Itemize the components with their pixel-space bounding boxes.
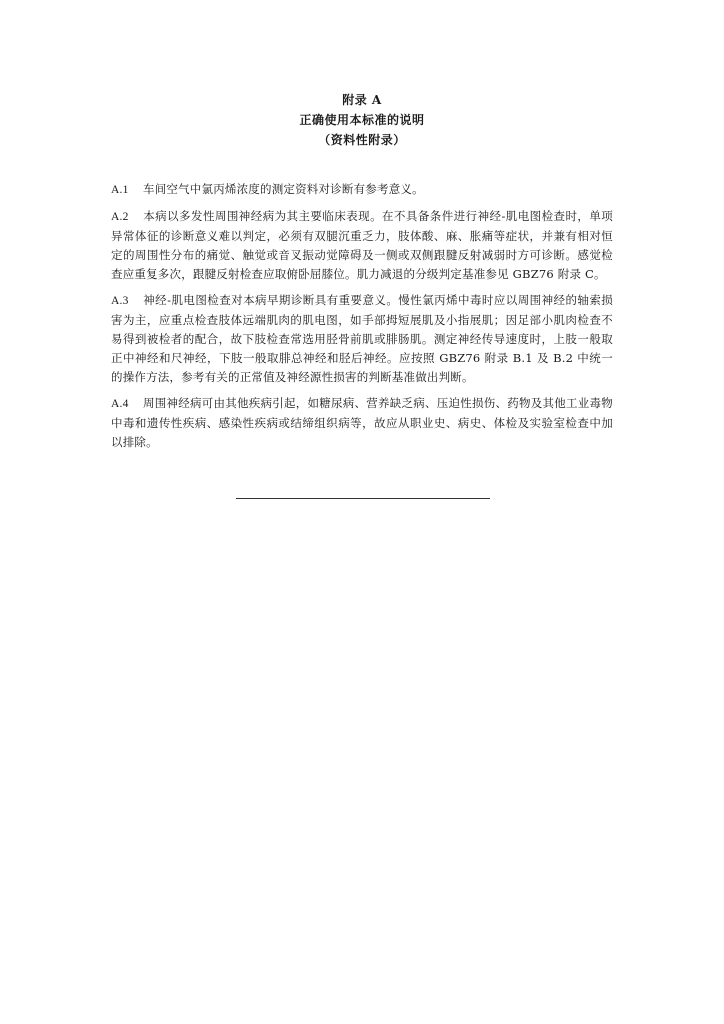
paragraph-a2 <box>111 207 613 284</box>
paragraph-text: 神经-肌电图检查对本病早期诊断具有重要意义。慢性氯丙烯中毒时应以周围神经的轴索损害为主，应重点检查肢体远端肌肉的肌电图，如手部拇短展肌及小指展肌；因足部小肌肉检查不易得到被检者的配合，故下肢检查常选用胫骨前肌或腓肠肌。测定神经传导速度时，上肢一般取正中神经和尺神经，下肢一般取腓总神经和胫后神经。应按照 GBZ76 附录 B.1 及 B.2 中统一的操作方法，参考有关的正常值及神经源性损害的判断基准做出判断。 <box>111 293 613 384</box>
paragraph-number: A.4 <box>111 398 129 410</box>
paragraph-number: A.1 <box>111 184 129 196</box>
appendix-nature: （资料性附录） <box>318 133 406 147</box>
appendix-body <box>111 180 613 459</box>
paragraph-text: 本病以多发性周围神经病为其主要临床表现。在不具备条件进行神经-肌电图检查时，单项异常体征的诊断意义难以判定，必须有双腿沉重乏力，肢体酸、麻、胀痛等症状，并兼有相对恒定的周围性分布的痛觉、触觉或音叉振动觉障碍及一侧或双侧跟腱反射减弱时方可诊断。感觉检查应重复多次，跟腱反射检查应取俯卧屈膝位。肌力减退的分级判定基准参见 GBZ76 附录 C。 <box>111 209 613 281</box>
appendix-heading <box>0 90 724 150</box>
paragraph-a3 <box>111 291 613 387</box>
appendix-title: 正确使用本标准的说明 <box>299 113 425 127</box>
end-divider <box>236 498 490 499</box>
paragraph-a4 <box>111 394 613 452</box>
appendix-label: 附录 A <box>342 93 382 107</box>
paragraph-text: 车间空气中氯丙烯浓度的测定资料对诊断有参考意义。 <box>143 182 424 196</box>
paragraph-a1 <box>111 180 613 200</box>
paragraph-text: 周围神经病可由其他疾病引起，如糖尿病、营养缺乏病、压迫性损伤、药物及其他工业毒物中毒和遗传性疾病、感染性疾病或结缔组织病等，故应从职业史、病史、体检及实验室检查中加以排除。 <box>111 396 613 449</box>
paragraph-number: A.3 <box>111 295 129 307</box>
paragraph-number: A.2 <box>111 211 129 223</box>
